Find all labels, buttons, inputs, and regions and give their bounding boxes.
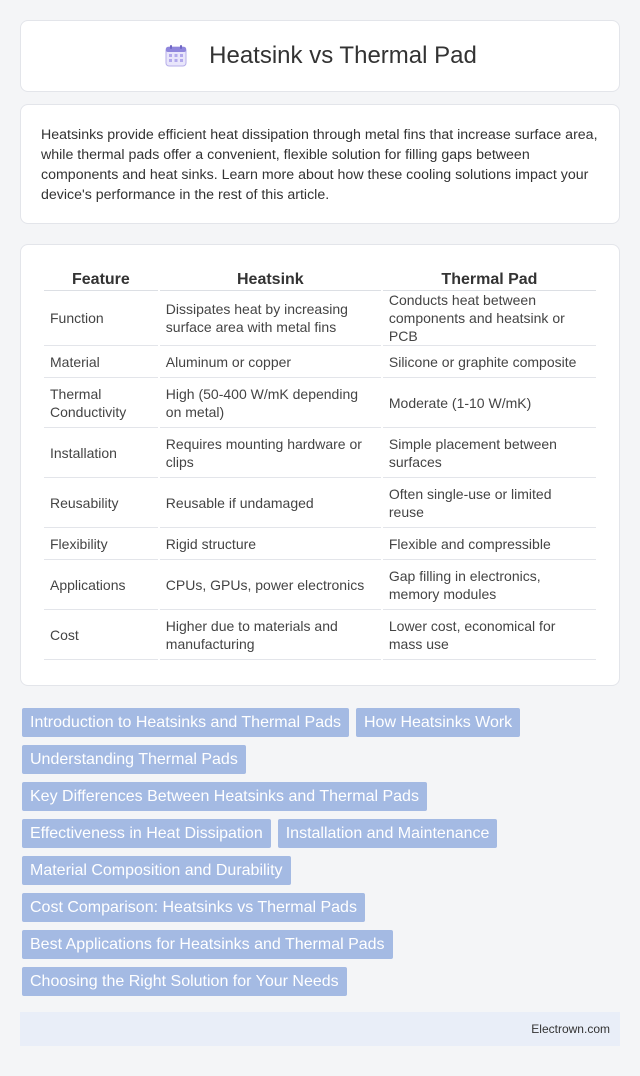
table-cell: Requires mounting hardware or clips [160, 428, 381, 478]
tag-link[interactable]: Installation and Maintenance [278, 819, 498, 848]
table-cell: Reusable if undamaged [160, 478, 381, 528]
intro-text: Heatsinks provide efficient heat dissipation through metal fins that increase surface area, while thermal pads offer a convenient, flexible solution for filling gaps between components and heat sinks. Learn more about how these cooling solutions impact your device's performance in the rest of this article. [41, 127, 598, 203]
table-cell: Moderate (1-10 W/mK) [383, 378, 596, 428]
table-cell: Often single-use or limited reuse [383, 478, 596, 528]
table-row [44, 610, 596, 660]
table-row [44, 428, 596, 478]
table-row [44, 378, 596, 428]
footer [20, 1012, 620, 1046]
table-cell: Thermal Conductivity [44, 378, 158, 428]
table-cell: Dissipates heat by increasing surface area with metal fins [160, 291, 381, 346]
topic-tags [22, 708, 612, 1004]
table-cell: Flexible and compressible [383, 528, 596, 560]
table-cell: Lower cost, economical for mass use [383, 610, 596, 660]
table-cell: Material [44, 346, 158, 378]
tag-link[interactable]: Key Differences Between Heatsinks and Thermal Pads [22, 782, 427, 811]
tag-link[interactable]: Cost Comparison: Heatsinks vs Thermal Pads [22, 893, 365, 922]
table-header-row [44, 265, 596, 291]
table-cell: Function [44, 291, 158, 346]
table-cell: Reusability [44, 478, 158, 528]
table-cell: Simple placement between surfaces [383, 428, 596, 478]
column-header: Heatsink [160, 265, 381, 291]
calendar-icon [163, 43, 189, 69]
comparison-table [42, 265, 598, 660]
column-header: Thermal Pad [383, 265, 596, 291]
page-title: Heatsink vs Thermal Pad [209, 42, 477, 69]
table-cell: High (50-400 W/mK depending on metal) [160, 378, 381, 428]
table-cell: Silicone or graphite composite [383, 346, 596, 378]
table-cell: Cost [44, 610, 158, 660]
table-row [44, 478, 596, 528]
table-cell: Installation [44, 428, 158, 478]
comparison-table-card [20, 244, 620, 686]
column-header: Feature [44, 265, 158, 291]
header-card [20, 20, 620, 92]
tag-link[interactable]: Choosing the Right Solution for Your Needs [22, 967, 347, 996]
table-cell: Aluminum or copper [160, 346, 381, 378]
table-row [44, 560, 596, 610]
table-cell: Applications [44, 560, 158, 610]
footer-site-name: Electrown.com [531, 1022, 610, 1036]
tag-link[interactable]: Effectiveness in Heat Dissipation [22, 819, 271, 848]
tag-link[interactable]: Introduction to Heatsinks and Thermal Pads [22, 708, 349, 737]
table-row [44, 528, 596, 560]
tag-link[interactable]: Understanding Thermal Pads [22, 745, 246, 774]
tag-link[interactable]: Material Composition and Durability [22, 856, 291, 885]
table-row [44, 291, 596, 346]
table-cell: Conducts heat between components and heatsink or PCB [383, 291, 596, 346]
table-cell: CPUs, GPUs, power electronics [160, 560, 381, 610]
table-cell: Rigid structure [160, 528, 381, 560]
table-cell: Gap filling in electronics, memory modules [383, 560, 596, 610]
table-cell: Flexibility [44, 528, 158, 560]
tag-link[interactable]: Best Applications for Heatsinks and Thermal Pads [22, 930, 393, 959]
tag-link[interactable]: How Heatsinks Work [356, 708, 520, 737]
intro-card [20, 104, 620, 224]
table-row [44, 346, 596, 378]
table-cell: Higher due to materials and manufacturing [160, 610, 381, 660]
